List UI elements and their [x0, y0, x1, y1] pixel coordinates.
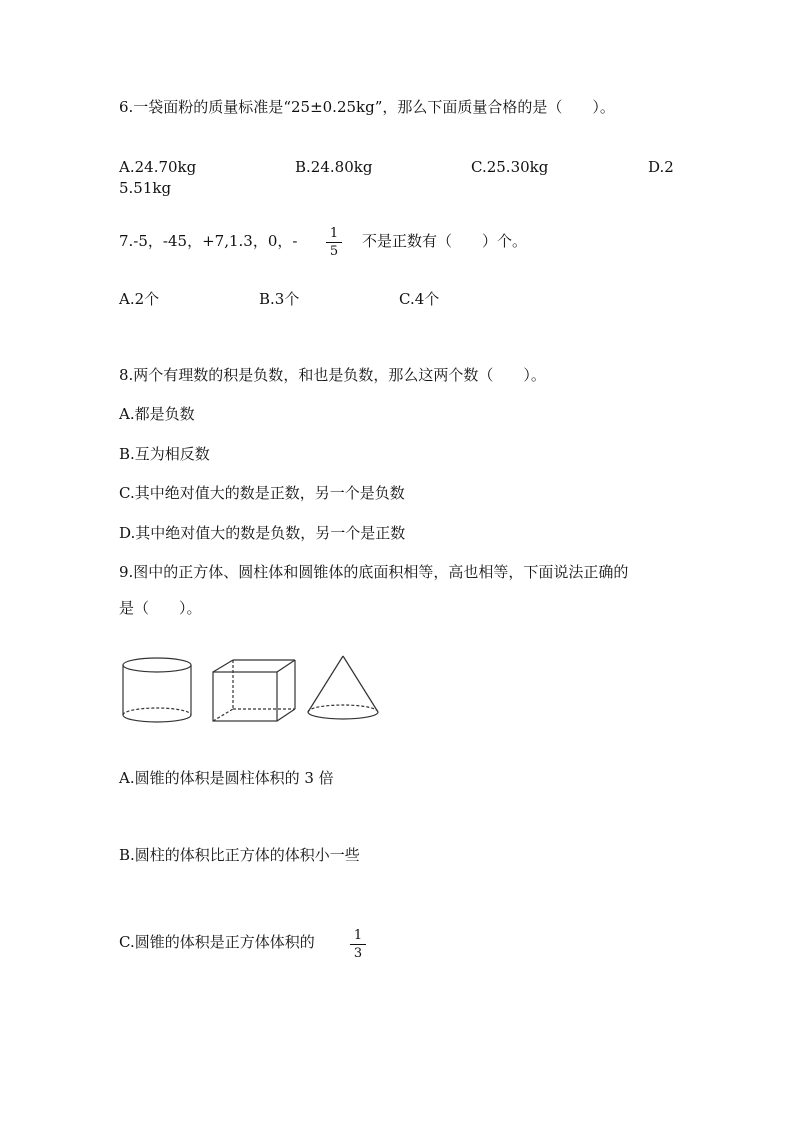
q7-fraction-bar — [326, 242, 342, 243]
q6-option-b[interactable]: B.24.80kg — [295, 158, 373, 176]
q7-option-b[interactable]: B.3个 — [259, 290, 300, 308]
q7-option-a[interactable]: A.2个 — [119, 290, 160, 308]
q9-stem-line1: 9.图中的正方体、圆柱体和圆锥体的底面积相等，高也相等，下面说法正确的 — [119, 563, 629, 581]
q8-option-d[interactable]: D.其中绝对值大的数是负数，另一个是正数 — [119, 524, 406, 542]
q7-fraction-denominator: 5 — [329, 244, 339, 259]
q9-fraction-numerator: 1 — [353, 928, 363, 943]
q9-option-c[interactable]: C.圆锥的体积是正方体体积的 — [119, 933, 315, 951]
q8-option-a[interactable]: A.都是负数 — [119, 405, 195, 423]
q9-fraction-bar — [350, 944, 366, 945]
q6-stem: 6.一袋面粉的质量标准是“25±0.25kg”，那么下面质量合格的是（ ）。 — [119, 98, 615, 116]
q7-fraction-numerator: 1 — [329, 226, 339, 241]
cuboid-shape — [213, 660, 295, 721]
q9-option-a[interactable]: A.圆锥的体积是圆柱体积的 3 倍 — [119, 769, 334, 787]
q9-fraction-denominator: 3 — [353, 946, 363, 961]
q9-stem-line2: 是（ ）。 — [119, 599, 202, 617]
q8-option-c[interactable]: C.其中绝对值大的数是正数，另一个是负数 — [119, 484, 405, 502]
q8-stem: 8.两个有理数的积是负数，和也是负数，那么这两个数（ ）。 — [119, 366, 546, 384]
cone-shape — [308, 656, 378, 719]
q6-option-d[interactable]: D.2 — [648, 158, 674, 176]
q7-stem-suffix: 不是正数有（ ）个。 — [362, 232, 528, 250]
q6-option-c[interactable]: C.25.30kg — [471, 158, 549, 176]
q9-figure — [118, 652, 388, 732]
cylinder-shape — [123, 658, 191, 722]
q6-option-d-wrap: 5.51kg — [119, 179, 172, 197]
q8-option-b[interactable]: B.互为相反数 — [119, 445, 210, 463]
q7-stem-prefix: 7.-5，-45，+7,1.3，0，- — [119, 232, 298, 250]
q7-fraction — [324, 226, 344, 259]
q6-option-a[interactable]: A.24.70kg — [119, 158, 197, 176]
q7-option-c[interactable]: C.4个 — [399, 290, 440, 308]
q9-option-c-fraction — [348, 928, 368, 961]
q9-option-b[interactable]: B.圆柱的体积比正方体的体积小一些 — [119, 846, 360, 864]
